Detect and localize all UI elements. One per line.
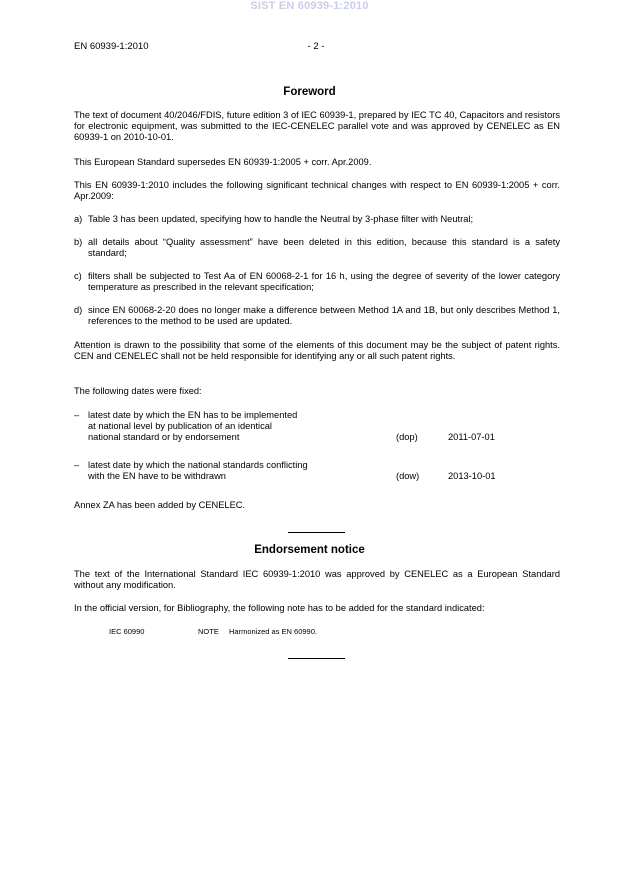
note-reference: IEC 60990 <box>109 627 145 636</box>
foreword-paragraph-3: This EN 60939-1:2010 includes the following significant technical changes with respect to EN 60939-1:2005 + corr. Apr.2009: <box>74 180 560 202</box>
list-text: filters shall be subjected to Test Aa of EN 60068-2-1 for 16 h, using the degree of severity of the lower category temperature as prescribed in the relevant specification; <box>88 271 560 293</box>
list-marker: b) <box>74 237 83 247</box>
endorsement-paragraph-2: In the official version, for Bibliography, the following note has to be added for the standard indicated: <box>74 603 485 613</box>
date-code: (dow) <box>396 471 420 482</box>
endorsement-paragraph-1: The text of the International Standard IEC 60939-1:2010 was approved by CENELEC as a European Standard without any modification. <box>74 569 560 591</box>
foreword-title: Foreword <box>283 86 336 98</box>
list-dash: – <box>74 410 80 420</box>
foreword-paragraph-5: The following dates were fixed: <box>74 386 202 396</box>
date-description: latest date by which the national standards conflicting with the EN have to be withdrawn <box>88 460 308 482</box>
change-item-d <box>74 305 560 327</box>
change-item-b <box>74 237 560 259</box>
list-text: all details about “Quality assessment” have been deleted in this edition, because this standard is a safety standard; <box>88 237 560 259</box>
list-text: Table 3 has been updated, specifying how to handle the Neutral by 3-phase filter with Neutral; <box>88 214 474 224</box>
section-divider <box>288 532 345 533</box>
note-label: NOTE <box>198 627 219 636</box>
date-value: 2011-07-01 <box>448 432 495 443</box>
list-dash: – <box>74 460 80 470</box>
list-marker: d) <box>74 305 83 315</box>
header-doc-id: EN 60939-1:2010 <box>74 41 149 52</box>
foreword-paragraph-4: Attention is drawn to the possibility that some of the elements of this document may be the subject of patent rights. CEN and CENELEC shall not be held responsible for identifying any or all such patent rights. <box>74 340 560 362</box>
list-marker: a) <box>74 214 83 224</box>
note-text: Harmonized as EN 60990. <box>229 627 317 636</box>
foreword-paragraph-6: Annex ZA has been added by CENELEC. <box>74 500 246 510</box>
date-description: latest date by which the EN has to be implemented at national level by publication of an identical national standard or by endorsement <box>88 410 298 443</box>
endorsement-title: Endorsement notice <box>254 544 365 556</box>
list-text: since EN 60068-2-20 does no longer make a difference between Method 1A and 1B, but only describes Method 1, references to the method to be used are updated. <box>88 305 560 327</box>
change-item-a <box>74 214 560 225</box>
header-page-number: - 2 - <box>307 41 325 52</box>
watermark: SIST EN 60939-1:2010 <box>250 0 369 12</box>
foreword-paragraph-2: This European Standard supersedes EN 60939-1:2005 + corr. Apr.2009. <box>74 157 372 167</box>
change-item-c <box>74 271 560 293</box>
date-code: (dop) <box>396 432 418 443</box>
list-marker: c) <box>74 271 82 281</box>
date-value: 2013-10-01 <box>448 471 496 482</box>
foreword-paragraph-1: The text of document 40/2046/FDIS, future edition 3 of IEC 60939-1, prepared by IEC TC 40, Capacitors and resistors for electronic equipment, was submitted to the IEC-CENELEC parallel vote and was approved by CENELEC as EN 60939-1 on 2010-10-01. <box>74 110 560 143</box>
end-divider <box>288 658 345 659</box>
